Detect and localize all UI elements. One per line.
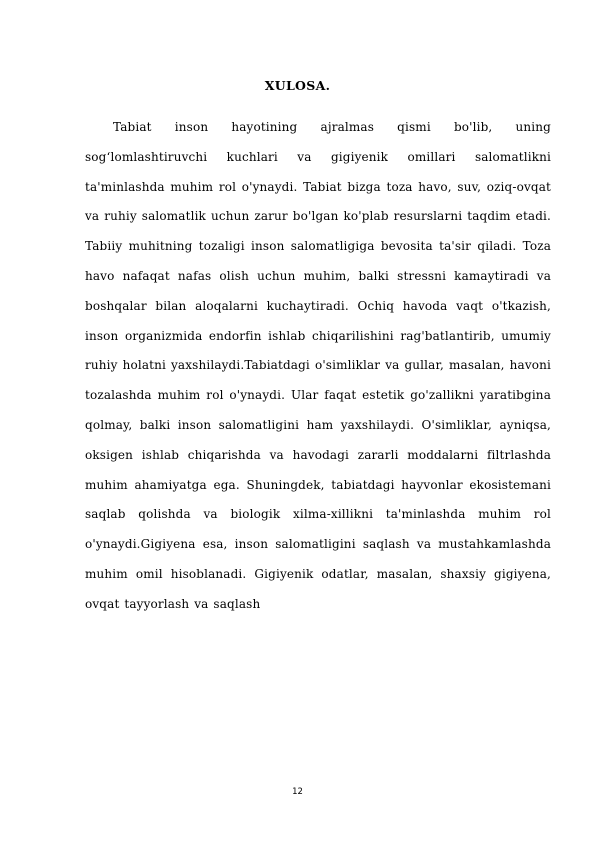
page-title: XULOSA. [264,78,331,93]
body-paragraph: Tabiat inson hayotining ajralmas qismi bo'lib, uning sog‘lomlashtiruvchi kuchlari va gigiyenik omillari salomatlikni ta'minlashda muhim rol o'ynaydi. Tabiat bizga toza havo, suv, oziq-ovqat va ruhiy salomatlik uchun zarur bo'lgan ko'plab resurslarni taqdim etadi. Tabiiy muhitning tozaligi inson salomatligiga bevosita ta'sir qiladi. Toza havo nafaqat nafas olish uchun muhim, balki stressni kamaytiradi va boshqalar bilan aloqalarni kuchaytiradi. Ochiq havoda vaqt o'tkazish, inson organizmida endorfin ishlab chiqarilishini rag'batlantirib, umumiy ruhiy holatni yaxshilaydi.Tabiatdagi o'simliklar va gullar, masalan, havoni tozalashda muhim rol o'ynaydi. Ular faqat estetik go'zallikni yaratibgina qolmay, balki inson salomatligini ham yaxshilaydi. O'simliklar, ayniqsa, oksigen ishlab chiqarishda va havodagi zararli moddalarni filtrlashda muhim ahamiyatga ega. Shuningdek, tabiatdagi hayvonlar ekosistemani saqlab qolishda va biologik xilma-xillikni ta'minlashda muhim rol o'ynaydi.Gigiyena esa, inson salomatligini saqlash va mustahkamlashda muhim omil hisoblanadi. Gigiyenik odatlar, masalan, shaxsiy gigiyena, ovqat tayyorlash va saqlash [85,120,551,611]
page-number: 12 [292,787,303,797]
